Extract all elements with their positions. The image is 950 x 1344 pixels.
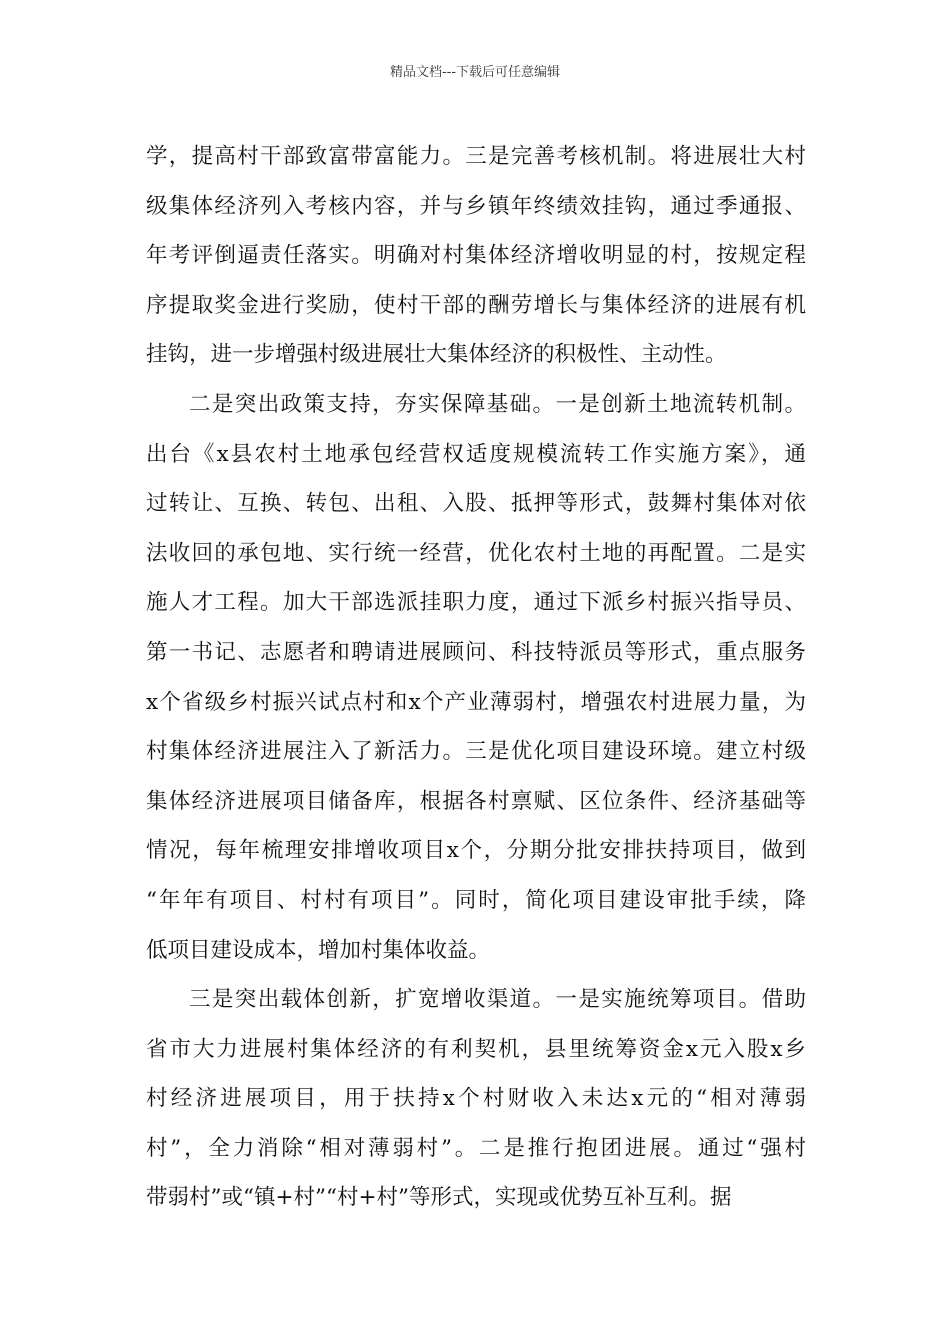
text-line: 情况，每年梳理安排增收项目x个，分期分批安排扶持项目，做到 <box>146 838 806 864</box>
text-line: 施人才工程。加大干部选派挂职力度，通过下派乡村振兴指导员、 <box>146 590 806 616</box>
paragraph <box>146 380 806 975</box>
text-line: 过转让、互换、转包、出租、入股、抵押等形式，鼓舞村集体对依 <box>146 491 806 517</box>
text-line: 低项目建设成本，增加村集体收益。 <box>146 937 491 963</box>
document-body <box>146 132 806 1223</box>
text-line: x个省级乡村振兴试点村和x个产业薄弱村，增强农村进展力量，为 <box>146 689 806 715</box>
text-line: 出台《x县农村土地承包经营权适度规模流转工作实施方案》，通 <box>146 441 806 467</box>
text-line: 村经济进展项目，用于扶持x个村财收入未达x元的“相对薄弱 <box>146 1086 806 1112</box>
paragraph <box>146 975 806 1223</box>
text-line: 集体经济进展项目储备库，根据各村禀赋、区位条件、经济基础等 <box>146 788 806 814</box>
text-line: 第一书记、志愿者和聘请进展顾问、科技特派员等形式，重点服务 <box>146 639 806 665</box>
text-line: “年年有项目、村村有项目”。同时，简化项目建设审批手续，降 <box>146 887 806 913</box>
text-line: 年考评倒逼责任落实。明确对村集体经济增收明显的村，按规定程 <box>146 243 806 269</box>
paragraph <box>146 132 806 380</box>
text-line: 三是突出载体创新，扩宽增收渠道。一是实施统筹项目。借助 <box>189 987 806 1013</box>
text-line: 村”，全力消除“相对薄弱村”。二是推行抱团进展。通过“强村 <box>146 1135 806 1161</box>
page-header: 精品文档---下载后可任意编辑 <box>389 65 561 80</box>
text-line: 带弱村”或“镇+村”“村+村”等形式，实现或优势互补互利。据 <box>146 1185 732 1211</box>
text-line: 级集体经济列入考核内容，并与乡镇年终绩效挂钩，通过季通报、 <box>146 193 806 219</box>
text-line: 村集体经济进展注入了新活力。三是优化项目建设环境。建立村级 <box>146 739 806 765</box>
text-line: 序提取奖金进行奖励，使村干部的酬劳增长与集体经济的进展有机 <box>146 292 806 318</box>
text-line: 挂钩，进一步增强村级进展壮大集体经济的积极性、主动性。 <box>146 342 727 368</box>
text-line: 省市大力进展村集体经济的有利契机，县里统筹资金x元入股x乡 <box>146 1036 806 1062</box>
text-line: 二是突出政策支持，夯实保障基础。一是创新土地流转机制。 <box>189 391 806 417</box>
text-line: 法收回的承包地、实行统一经营，优化农村土地的再配置。二是实 <box>146 540 806 566</box>
text-line: 学，提高村干部致富带富能力。三是完善考核机制。将进展壮大村 <box>146 144 806 169</box>
